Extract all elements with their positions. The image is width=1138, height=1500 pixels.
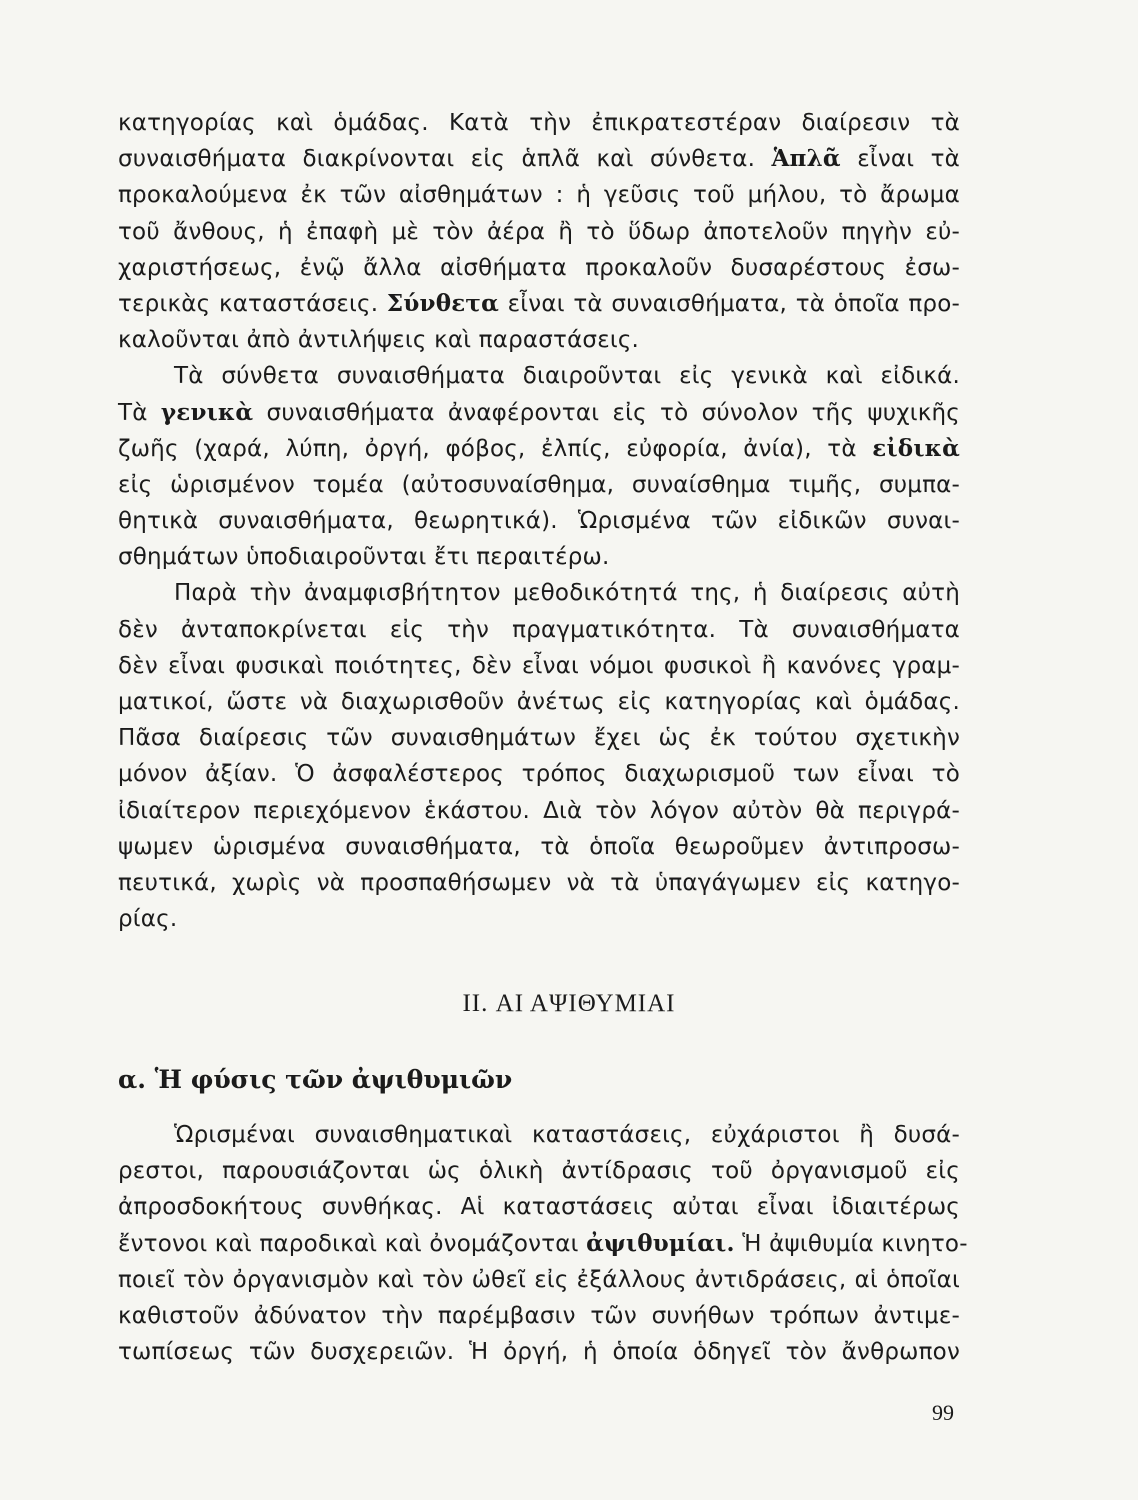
text-line: καλοῦνται ἀπὸ ἀντιλήψεις καὶ παραστάσεις.	[118, 327, 640, 354]
text-line: τερικὰς καταστάσεις. Σύνθετα εἶναι τὰ συναισθήματα, τὰ ὁποῖα προ-	[118, 289, 960, 317]
bold-term: γενικὰ	[160, 398, 254, 426]
bold-term: ἀψιθυμίαι.	[586, 1229, 735, 1257]
text-line: χαριστήσεως, ἐνῷ ἄλλα αἰσθήματα προκαλοῦν δυσαρέστους ἐσω-	[118, 254, 960, 281]
text-line: τοῦ ἄνθους, ἡ ἐπαφὴ μὲ τὸν ἀέρα ἢ τὸ ὕδωρ ἀποτελοῦν πηγὴν εὐ-	[118, 218, 960, 245]
text-line: Πᾶσα διαίρεσις τῶν συναισθημάτων ἔχει ὡς ἐκ τούτου σχετικὴν	[118, 725, 960, 752]
text-line: θητικὰ συναισθήματα, θεωρητικά). Ὡρισμένα τῶν εἰδικῶν συναι-	[118, 508, 960, 535]
text-line: δὲν ἀνταποκρίνεται εἰς τὴν πραγματικότητα. Τὰ συναισθήματα	[118, 616, 960, 643]
text-line: ρεστοι, παρουσιάζονται ὡς ὁλικὴ ἀντίδρασις τοῦ ὀργανισμοῦ εἰς	[118, 1158, 960, 1185]
text-line: μόνον ἀξίαν. Ὁ ἀσφαλέστερος τρόπος διαχωρισμοῦ των εἶναι τὸ	[118, 761, 960, 788]
bold-term: εἰδικὰ	[872, 434, 960, 462]
text-line: Παρὰ τὴν ἀναμφισβήτητον μεθοδικότητά της, ἡ διαίρεσις αὐτὴ	[174, 580, 960, 607]
text-line: ποιεῖ τὸν ὀργανισμὸν καὶ τὸν ὠθεῖ εἰς ἐξάλλους ἀντιδράσεις, αἱ ὁποῖαι	[118, 1266, 960, 1293]
text-line: καθιστοῦν ἀδύνατον τὴν παρέμβασιν τῶν συνήθων τρόπων ἀντιμε-	[118, 1302, 960, 1329]
text-line: Ὡρισμέναι συναισθηματικαὶ καταστάσεις, εὐχάριστοι ἢ δυσά-	[174, 1122, 960, 1148]
text-line: πευτικά, χωρὶς νὰ προσπαθήσωμεν νὰ τὰ ὑπαγάγωμεν εἰς κατηγο-	[118, 869, 960, 896]
subheading: α. Ἡ φύσις τῶν ἀψιθυμιῶν	[118, 1065, 513, 1094]
text-line: ψωμεν ὡρισμένα συναισθήματα, τὰ ὁποῖα θεωροῦμεν ἀντιπροσω-	[118, 833, 960, 860]
section-title: II. ΑΙ ΑΨΙΘΥΜΙΑΙ	[462, 990, 676, 1017]
body-text-upper	[118, 105, 960, 937]
text-line: δὲν εἶναι φυσικαὶ ποιότητες, δὲν εἶναι νόμοι φυσικοὶ ἢ κανόνες γραμ-	[118, 652, 960, 679]
body-text-lower	[118, 1117, 968, 1370]
bold-term: Ἁπλᾶ	[771, 145, 841, 173]
text-line: ἀπροσδοκήτους συνθήκας. Αἱ καταστάσεις αὐται εἶναι ἰδιαιτέρως	[118, 1194, 960, 1221]
text-line: προκαλούμενα ἐκ τῶν αἰσθημάτων : ἡ γεῦσις τοῦ μήλου, τὸ ἄρωμα	[118, 182, 960, 209]
text-line: ρίας.	[118, 906, 178, 933]
text-line: Τὰ σύνθετα συναισθήματα διαιροῦνται εἰς γενικὰ καὶ εἰδικά.	[174, 363, 960, 390]
text-line: Τὰ γενικὰ συναισθήματα ἀναφέρονται εἰς τὸ σύνολον τῆς ψυχικῆς	[118, 398, 960, 426]
text-line: κατηγορίας καὶ ὁμάδας. Κατὰ τὴν ἐπικρατεστέραν διαίρεσιν τὰ	[118, 110, 960, 136]
text-line: εἰς ὡρισμένον τομέα (αὐτοσυναίσθημα, συναίσθημα τιμῆς, συμπα-	[118, 471, 960, 498]
text-line: ζωῆς (χαρά, λύπη, ὀργή, φόβος, ἐλπίς, εὐφορία, ἀνία), τὰ εἰδικὰ	[118, 434, 960, 462]
text-line: σθημάτων ὑποδιαιροῦνται ἔτι περαιτέρω.	[118, 544, 610, 571]
text-line: ἰδιαίτερον περιεχόμενον ἑκάστου. Διὰ τὸν λόγον αὐτὸν θὰ περιγρά-	[118, 797, 960, 824]
page-number: 99	[932, 1400, 954, 1425]
text-line: ἔντονοι καὶ παροδικαὶ καὶ ὀνομάζονται ἀψιθυμίαι. Ἡ ἀψιθυμία κινητο-	[118, 1229, 968, 1257]
bold-term: Σύνθετα	[386, 289, 499, 317]
text-line: συναισθήματα διακρίνονται εἰς ἁπλᾶ καὶ σύνθετα. Ἁπλᾶ εἶναι τὰ	[118, 145, 961, 173]
text-line: τωπίσεως τῶν δυσχερειῶν. Ἡ ὀργή, ἡ ὁποία ὁδηγεῖ τὸν ἄνθρωπον	[118, 1339, 960, 1366]
text-line: ματικοί, ὥστε νὰ διαχωρισθοῦν ἀνέτως εἰς κατηγορίας καὶ ὁμάδας.	[118, 689, 960, 715]
